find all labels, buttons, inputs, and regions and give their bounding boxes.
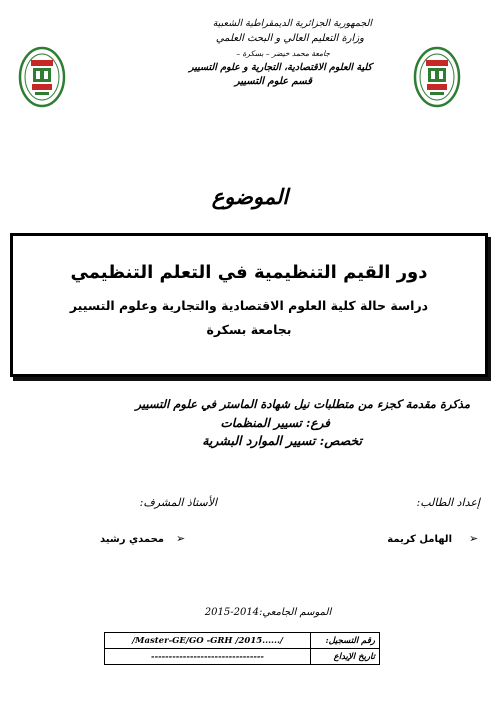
bullet-arrow-icon: ➢ xyxy=(469,532,479,545)
header-department: قسم علوم التسيير xyxy=(234,76,312,87)
university-emblem-icon xyxy=(18,46,66,108)
academic-season: الموسم الجامعي:2014-2015 xyxy=(204,607,332,618)
thesis-subtitle: دراسة حالة كلية العلوم الاقتصادية والتجارية وعلوم التسيير xyxy=(69,298,429,313)
student-name: الهامل كريمة xyxy=(387,534,452,545)
university-logo-right xyxy=(413,46,461,108)
header-republic: الجمهورية الجزائرية الديمقراطية الشعبية xyxy=(212,18,372,29)
university-logo-left xyxy=(18,46,66,108)
memo-description: مذكرة مقدمة كجزء من متطلبات نيل شهادة الماستر في علوم التسيير xyxy=(135,397,470,411)
supervisor-name: محمدي رشيد xyxy=(100,534,164,545)
deposit-date-label: تاريخ الإيداع xyxy=(311,649,380,665)
bullet-arrow-icon: ➢ xyxy=(176,532,186,545)
university-emblem-icon xyxy=(413,46,461,108)
student-label: إعداد الطالب: xyxy=(416,496,480,509)
table-row xyxy=(105,649,380,665)
thesis-main-title: دور القيم التنظيمية في التعلم التنظيمي xyxy=(70,262,428,283)
topic-label: الموضوع xyxy=(211,184,289,209)
header-university: جامعة محمد خيضر – بسكرة – xyxy=(236,49,330,58)
supervisor-label: الأستاذ المشرف: xyxy=(139,496,217,509)
memo-specialty: تخصص: تسيير الموارد البشرية xyxy=(202,433,362,448)
deposit-date-value: -------------------------------- xyxy=(105,649,311,665)
registration-number-label: رقم التسجيل: xyxy=(311,633,380,649)
thesis-location: بجامعة بسكرة xyxy=(206,322,292,337)
table-row xyxy=(105,633,380,649)
header-faculty: كلية العلوم الاقتصادية، التجارية و علوم التسيير xyxy=(189,62,372,73)
header-ministry: وزارة التعليم العالي و البحث العلمي xyxy=(215,33,364,44)
registration-number-value: /Master-GE/GO -GRH /2015....../ xyxy=(105,633,311,649)
registration-table xyxy=(104,632,380,665)
thesis-title-box xyxy=(10,233,488,377)
memo-branch: فرع: تسيير المنظمات xyxy=(220,416,330,430)
